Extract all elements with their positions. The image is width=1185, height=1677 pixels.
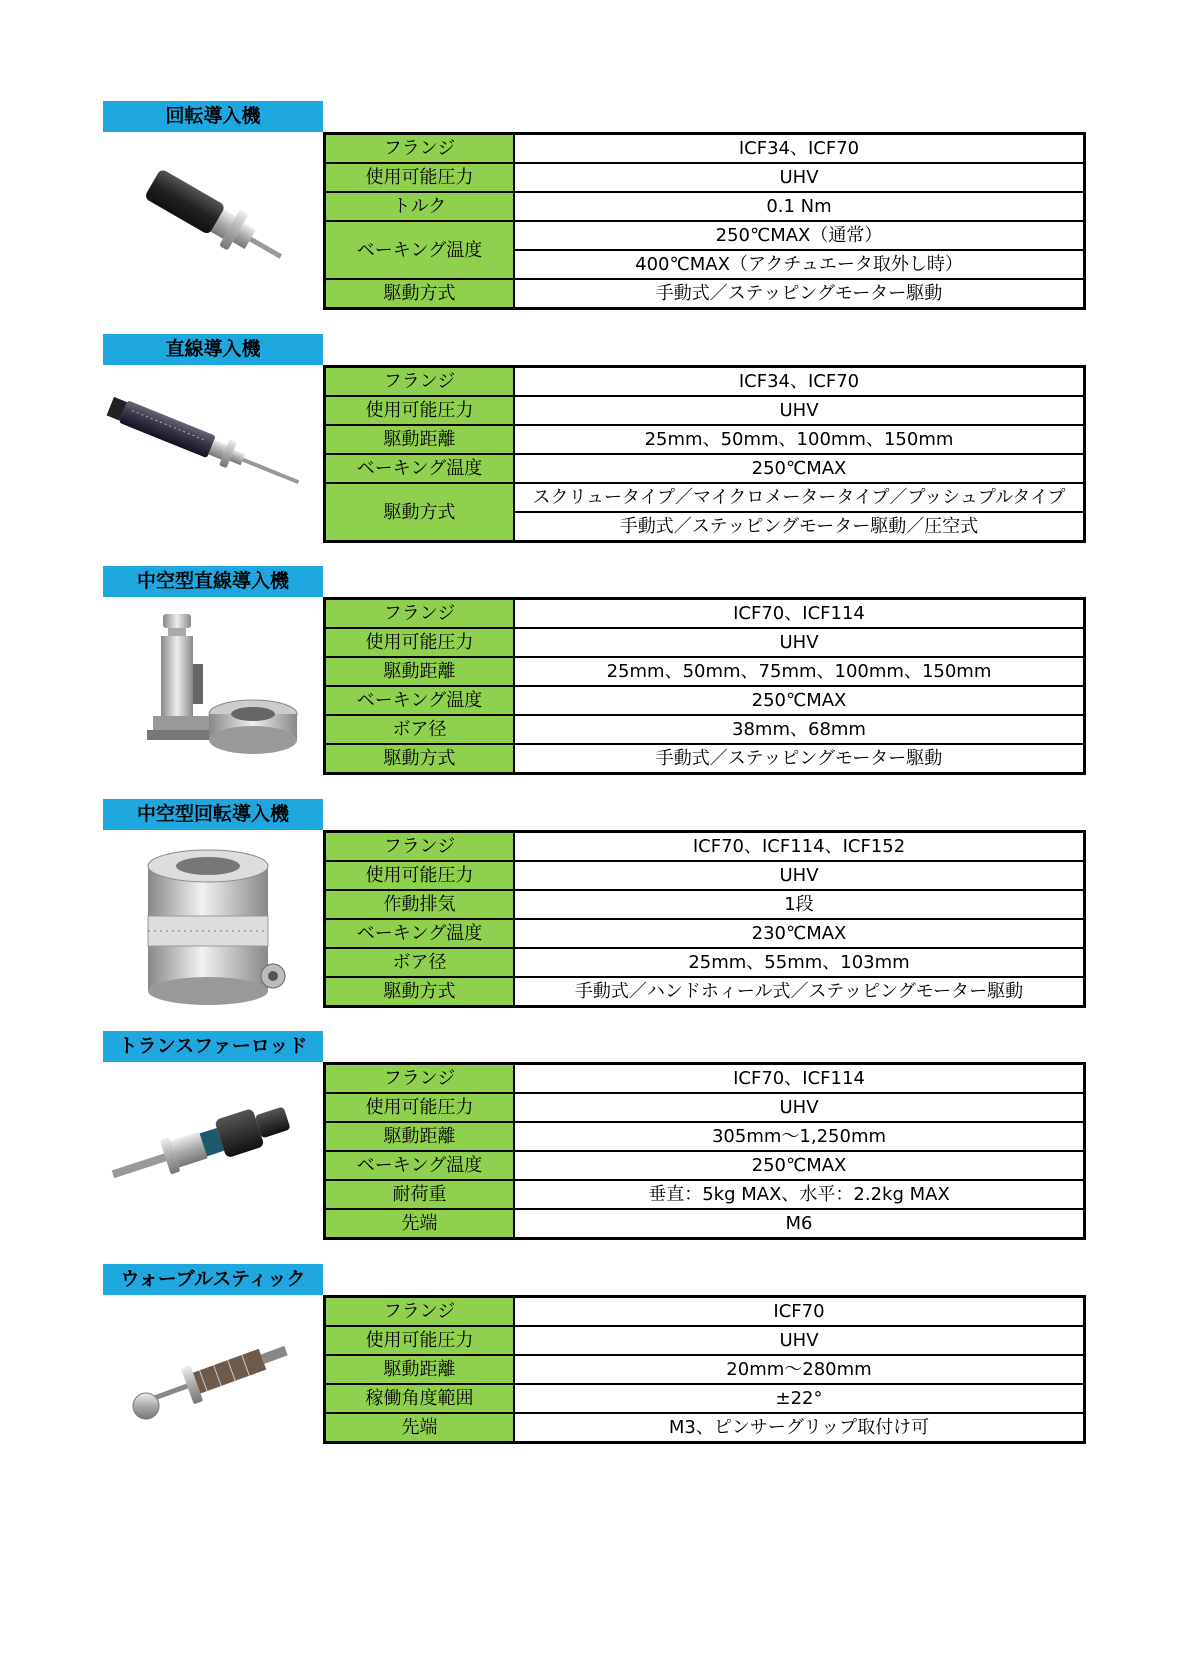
spec-value: 25mm、55mm、103mm xyxy=(514,948,1085,977)
spec-label: フランジ xyxy=(325,599,515,629)
spec-label: ベーキング温度 xyxy=(325,686,515,715)
table-row xyxy=(325,599,1085,629)
table-row xyxy=(325,890,1085,919)
table-row xyxy=(325,425,1085,454)
spec-label: 駆動距離 xyxy=(325,657,515,686)
spec-value: 垂直：5kg MAX、水平：2.2kg MAX xyxy=(514,1180,1085,1209)
spec-value: 250℃MAX xyxy=(514,454,1085,483)
spec-label: トルク xyxy=(325,192,515,221)
spec-value: ICF70 xyxy=(514,1297,1085,1327)
spec-value: 400℃MAX（アクチュエータ取外し時） xyxy=(514,250,1085,279)
table-row xyxy=(325,1326,1085,1355)
spec-value: UHV xyxy=(514,163,1085,192)
table-row xyxy=(325,1355,1085,1384)
table-row xyxy=(325,1209,1085,1239)
spec-value: ±22° xyxy=(514,1384,1085,1413)
spec-label: 駆動距離 xyxy=(325,1355,515,1384)
spec-value: 25mm、50mm、75mm、100mm、150mm xyxy=(514,657,1085,686)
spec-value: 305mm～1,250mm xyxy=(514,1122,1085,1151)
spec-table xyxy=(323,1062,1086,1240)
table-row xyxy=(325,977,1085,1007)
section-heading: 中空型回転導入機 xyxy=(103,799,323,830)
spec-label: 作動排気 xyxy=(325,890,515,919)
spec-value: M3、ピンサーグリップ取付け可 xyxy=(514,1413,1085,1443)
spec-table xyxy=(323,132,1086,310)
spec-label: 駆動方式 xyxy=(325,744,515,774)
spec-label: フランジ xyxy=(325,367,515,397)
spec-value: 手動式／ステッピングモーター駆動／圧空式 xyxy=(514,512,1085,542)
spec-value: 25mm、50mm、100mm、150mm xyxy=(514,425,1085,454)
spec-label: ベーキング温度 xyxy=(325,454,515,483)
table-row xyxy=(325,744,1085,774)
section-heading: トランスファーロッド xyxy=(103,1031,323,1062)
spec-table xyxy=(323,1295,1086,1444)
table-row xyxy=(325,657,1085,686)
spec-label: 駆動方式 xyxy=(325,279,515,309)
table-row xyxy=(325,454,1085,483)
spec-value: UHV xyxy=(514,1093,1085,1122)
rotary-feedthrough-image xyxy=(123,143,303,293)
spec-label: ベーキング温度 xyxy=(325,919,515,948)
spec-value: 手動式／ステッピングモーター駆動 xyxy=(514,744,1085,774)
table-row xyxy=(325,192,1085,221)
spec-label: フランジ xyxy=(325,832,515,862)
spec-label: 稼働角度範囲 xyxy=(325,1384,515,1413)
spec-value: ICF70、ICF114 xyxy=(514,1064,1085,1094)
table-row xyxy=(325,1093,1085,1122)
spec-value: 250℃MAX（通常） xyxy=(514,221,1085,250)
spec-label: ベーキング温度 xyxy=(325,1151,515,1180)
table-row xyxy=(325,1384,1085,1413)
spec-value: UHV xyxy=(514,861,1085,890)
table-row xyxy=(325,1122,1085,1151)
spec-table xyxy=(323,365,1086,543)
spec-value: 1段 xyxy=(514,890,1085,919)
spec-value: UHV xyxy=(514,1326,1085,1355)
table-row xyxy=(325,134,1085,164)
spec-value: ICF34、ICF70 xyxy=(514,134,1085,164)
spec-value: UHV xyxy=(514,396,1085,425)
spec-label: 駆動距離 xyxy=(325,1122,515,1151)
table-row xyxy=(325,1151,1085,1180)
spec-label: 使用可能圧力 xyxy=(325,1093,515,1122)
spec-label: 耐荷重 xyxy=(325,1180,515,1209)
table-row xyxy=(325,483,1085,512)
spec-label: フランジ xyxy=(325,1297,515,1327)
spec-value: M6 xyxy=(514,1209,1085,1239)
hollow-rotary-feedthrough-image xyxy=(123,836,303,986)
section-heading: 中空型直線導入機 xyxy=(103,566,323,597)
spec-value: UHV xyxy=(514,628,1085,657)
table-row xyxy=(325,1064,1085,1094)
spec-label: 先端 xyxy=(325,1413,515,1443)
table-row xyxy=(325,686,1085,715)
spec-label: 使用可能圧力 xyxy=(325,1326,515,1355)
spec-value: 250℃MAX xyxy=(514,686,1085,715)
spec-label: 使用可能圧力 xyxy=(325,628,515,657)
spec-value: 0.1 Nm xyxy=(514,192,1085,221)
spec-value: 手動式／ステッピングモーター駆動 xyxy=(514,279,1085,309)
table-row xyxy=(325,1297,1085,1327)
table-row xyxy=(325,163,1085,192)
table-row xyxy=(325,832,1085,862)
spec-label: 先端 xyxy=(325,1209,515,1239)
table-row xyxy=(325,715,1085,744)
spec-label: 駆動方式 xyxy=(325,483,515,542)
wobble-stick-image xyxy=(118,1304,298,1454)
hollow-linear-feedthrough-image xyxy=(123,604,303,754)
spec-value: ICF70、ICF114、ICF152 xyxy=(514,832,1085,862)
spec-label: ボア径 xyxy=(325,715,515,744)
spec-label: 駆動方式 xyxy=(325,977,515,1007)
spec-label: 使用可能圧力 xyxy=(325,861,515,890)
spec-label: ベーキング温度 xyxy=(325,221,515,279)
spec-label: 駆動距離 xyxy=(325,425,515,454)
table-row xyxy=(325,1413,1085,1443)
linear-feedthrough-image xyxy=(103,374,283,524)
spec-value: 手動式／ハンドホィール式／ステッピングモーター駆動 xyxy=(514,977,1085,1007)
table-row xyxy=(325,1180,1085,1209)
section-heading: ウォーブルスティック xyxy=(103,1264,323,1295)
spec-value: 250℃MAX xyxy=(514,1151,1085,1180)
table-row xyxy=(325,279,1085,309)
table-row xyxy=(325,919,1085,948)
transfer-rod-image xyxy=(103,1069,283,1219)
section-heading: 回転導入機 xyxy=(103,101,323,132)
spec-table xyxy=(323,830,1086,1008)
spec-value: スクリュータイプ／マイクロメータータイプ／プッシュプルタイプ xyxy=(514,483,1085,512)
spec-label: 使用可能圧力 xyxy=(325,396,515,425)
table-row xyxy=(325,367,1085,397)
spec-label: ボア径 xyxy=(325,948,515,977)
spec-value: 20mm～280mm xyxy=(514,1355,1085,1384)
spec-label: フランジ xyxy=(325,134,515,164)
spec-value: 38mm、68mm xyxy=(514,715,1085,744)
spec-value: ICF34、ICF70 xyxy=(514,367,1085,397)
section-heading: 直線導入機 xyxy=(103,334,323,365)
table-row xyxy=(325,861,1085,890)
table-row xyxy=(325,221,1085,250)
spec-value: 230℃MAX xyxy=(514,919,1085,948)
spec-label: フランジ xyxy=(325,1064,515,1094)
table-row xyxy=(325,948,1085,977)
table-row xyxy=(325,628,1085,657)
table-row xyxy=(325,396,1085,425)
spec-table xyxy=(323,597,1086,775)
spec-value: ICF70、ICF114 xyxy=(514,599,1085,629)
spec-label: 使用可能圧力 xyxy=(325,163,515,192)
